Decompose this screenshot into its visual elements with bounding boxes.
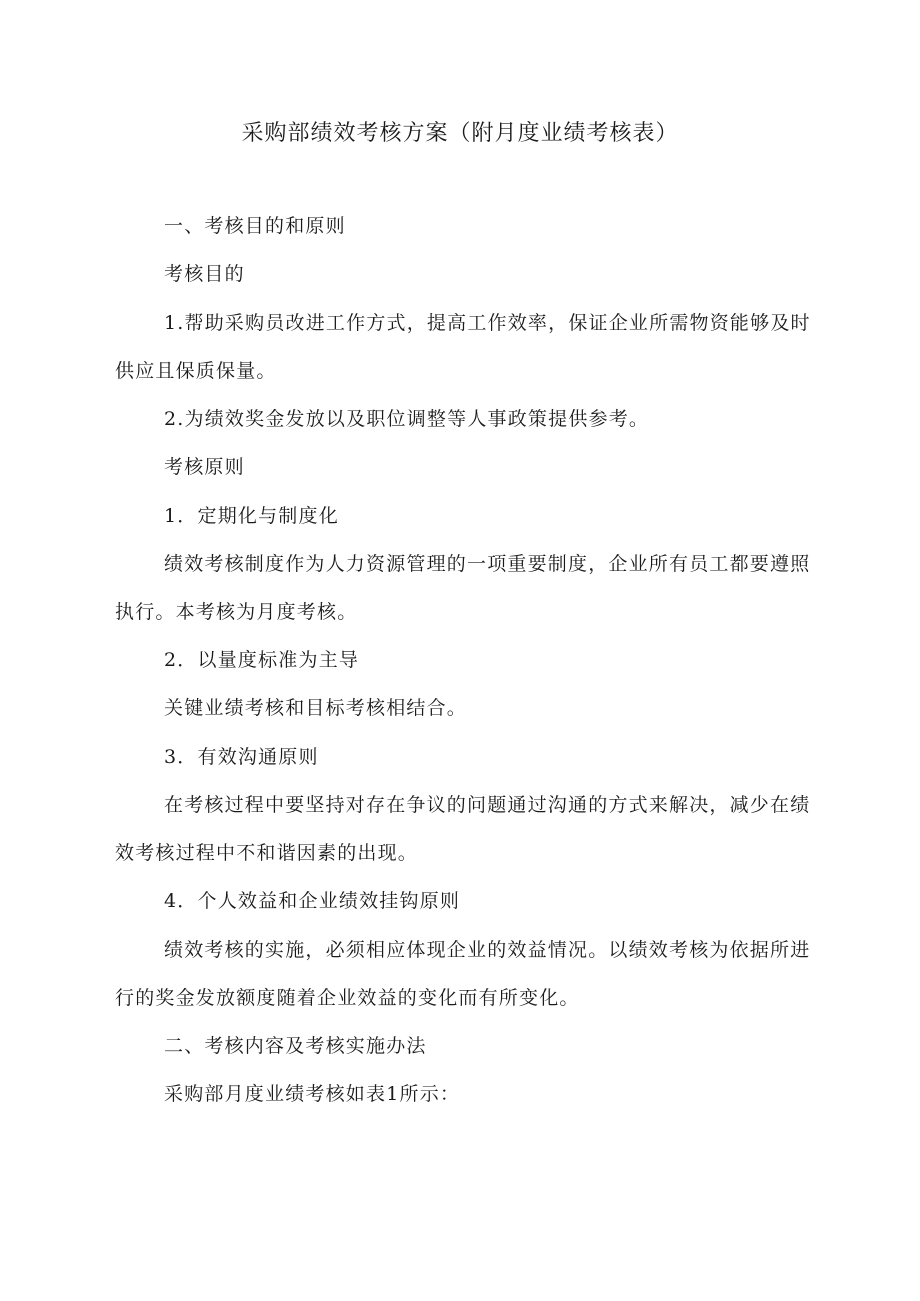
paragraph-line: 绩效考核制度作为人力资源管理的一项重要制度，企业所有员工都要遵照 [164, 553, 811, 575]
subheading-principles: 考核原则 [164, 456, 245, 478]
paragraph-line: 行的奖金发放额度随着企业效益的变化而有所变化。 [115, 987, 580, 1009]
list-item-heading: 3．有效沟通原则 [164, 746, 319, 768]
paragraph-line: 2.为绩效奖金发放以及职位调整等人事政策提供参考。 [164, 408, 650, 430]
paragraph-line: 1.帮助采购员改进工作方式，提高工作效率，保证企业所需物资能够及时 [164, 312, 811, 334]
paragraph-line: 效考核过程中不和谐因素的出现。 [115, 842, 419, 864]
list-item-heading: 2．以量度标准为主导 [164, 649, 360, 671]
paragraph-line: 关键业绩考核和目标考核相结合。 [164, 697, 468, 719]
paragraph-line: 采购部月度业绩考核如表1所示： [164, 1083, 461, 1105]
paragraph-line: 供应且保质保量。 [115, 360, 277, 382]
list-item-heading: 1．定期化与制度化 [164, 505, 339, 527]
section-heading-1: 一、考核目的和原则 [164, 215, 346, 237]
subheading-purpose: 考核目的 [164, 263, 245, 285]
document-title: 采购部绩效考核方案（附月度业绩考核表） [241, 121, 679, 146]
list-item-heading: 4．个人效益和企业绩效挂钩原则 [164, 890, 461, 912]
section-heading-2: 二、考核内容及考核实施办法 [164, 1035, 427, 1057]
paragraph-line: 执行。本考核为月度考核。 [115, 601, 358, 623]
paragraph-line: 绩效考核的实施，必须相应体现企业的效益情况。以绩效考核为依据所进 [164, 939, 811, 961]
paragraph-line: 在考核过程中要坚持对存在争议的问题通过沟通的方式来解决，减少在绩 [164, 794, 811, 816]
